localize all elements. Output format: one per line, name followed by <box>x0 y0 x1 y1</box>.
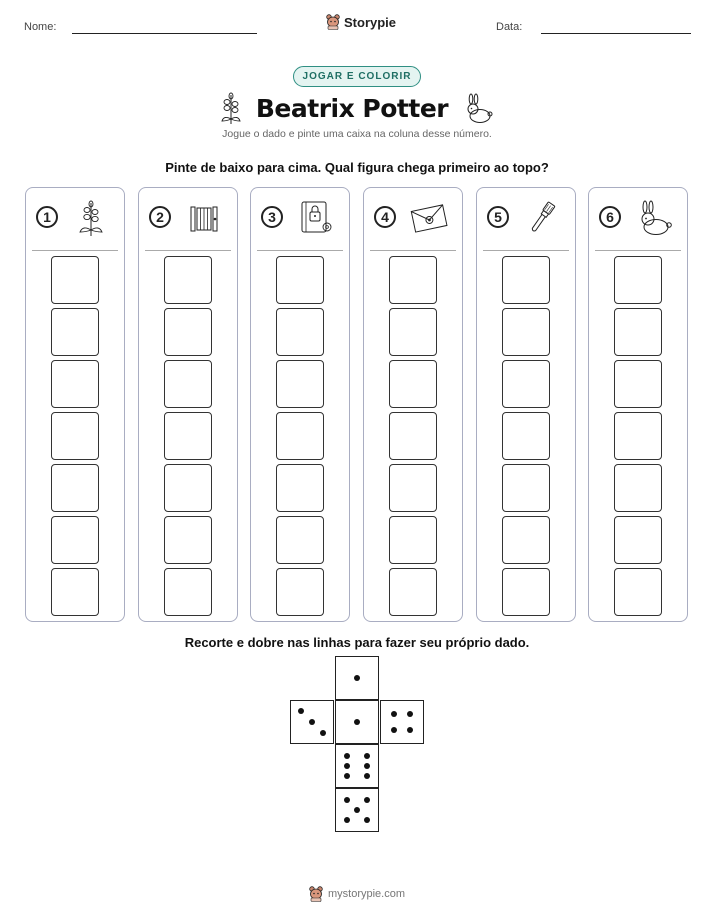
column-header <box>589 188 687 250</box>
color-box[interactable] <box>389 360 437 408</box>
die-face-3 <box>290 700 334 744</box>
footer-url[interactable]: mystorypie.com <box>327 888 406 900</box>
color-box[interactable] <box>614 308 662 356</box>
color-box[interactable] <box>276 516 324 564</box>
column-divider <box>257 250 343 251</box>
column-divider <box>145 250 231 251</box>
color-box[interactable] <box>164 412 212 460</box>
bear-logo-icon <box>309 886 323 902</box>
date-line <box>541 33 691 34</box>
color-box[interactable] <box>276 412 324 460</box>
color-box[interactable] <box>614 568 662 616</box>
footer <box>0 886 714 902</box>
color-box[interactable] <box>164 360 212 408</box>
column-header <box>477 188 575 250</box>
color-box[interactable] <box>502 568 550 616</box>
color-box[interactable] <box>276 360 324 408</box>
pip <box>364 753 370 759</box>
pip <box>391 711 397 717</box>
column-5 <box>476 187 576 622</box>
column-header <box>26 188 124 250</box>
column-header <box>139 188 237 250</box>
color-box[interactable] <box>51 516 99 564</box>
pip <box>309 719 315 725</box>
paintbrush-icon <box>523 199 561 237</box>
color-box[interactable] <box>389 464 437 512</box>
storybook-icon <box>297 199 335 237</box>
color-box[interactable] <box>51 464 99 512</box>
column-divider <box>595 250 681 251</box>
badge-wrap <box>0 66 714 87</box>
pip <box>364 763 370 769</box>
pip <box>344 753 350 759</box>
subtitle: Jogue o dado e pinte uma caixa na coluna desse número. <box>222 128 492 140</box>
column-divider <box>370 250 456 251</box>
color-box[interactable] <box>502 516 550 564</box>
color-box[interactable] <box>276 308 324 356</box>
column-header <box>251 188 349 250</box>
color-box[interactable] <box>502 464 550 512</box>
foxglove-flower-icon <box>220 91 242 125</box>
logo-text: Storypie <box>344 14 397 30</box>
color-box[interactable] <box>614 516 662 564</box>
color-box[interactable] <box>276 464 324 512</box>
page-title: Beatrix Potter <box>255 93 449 123</box>
logo <box>326 14 396 30</box>
color-box[interactable] <box>389 568 437 616</box>
column-number: 6 <box>599 206 621 228</box>
color-box[interactable] <box>614 464 662 512</box>
color-box[interactable] <box>502 256 550 304</box>
pip <box>364 817 370 823</box>
pip <box>364 773 370 779</box>
pip <box>344 797 350 803</box>
pip <box>364 797 370 803</box>
instruction-text: Pinte de baixo para cima. Qual figura chega primeiro ao topo? <box>165 160 549 175</box>
column-divider <box>32 250 118 251</box>
column-2 <box>138 187 238 622</box>
pip <box>320 730 326 736</box>
column-1 <box>25 187 125 622</box>
pip <box>344 763 350 769</box>
date-label: Data: <box>496 21 523 33</box>
color-box[interactable] <box>51 308 99 356</box>
color-box[interactable] <box>51 568 99 616</box>
color-box[interactable] <box>164 464 212 512</box>
color-box[interactable] <box>502 412 550 460</box>
color-box[interactable] <box>51 412 99 460</box>
column-number: 5 <box>487 206 509 228</box>
die-face-6 <box>335 744 379 788</box>
bear-logo-icon <box>326 14 340 30</box>
column-4 <box>363 187 463 622</box>
pip <box>298 708 304 714</box>
foxglove-flower-icon <box>72 199 110 237</box>
column-header <box>364 188 462 250</box>
color-box[interactable] <box>502 360 550 408</box>
pip <box>354 807 360 813</box>
rabbit-icon <box>462 92 494 124</box>
name-line <box>72 33 257 34</box>
die-face-4 <box>380 700 424 744</box>
die-instruction: Recorte e dobre nas linhas para fazer seu próprio dado. <box>184 635 530 650</box>
color-box[interactable] <box>502 308 550 356</box>
color-box[interactable] <box>389 412 437 460</box>
color-box[interactable] <box>164 308 212 356</box>
pip <box>407 711 413 717</box>
activity-badge: JOGAR E COLORIR <box>293 66 422 87</box>
column-number: 2 <box>149 206 171 228</box>
garden-gate-icon <box>185 199 223 237</box>
die-face-5 <box>335 788 379 832</box>
pip <box>354 719 360 725</box>
column-number: 3 <box>261 206 283 228</box>
column-6 <box>588 187 688 622</box>
column-number: 4 <box>374 206 396 228</box>
rabbit-icon <box>635 199 673 237</box>
color-box[interactable] <box>614 412 662 460</box>
pip <box>391 727 397 733</box>
pip <box>344 817 350 823</box>
color-box[interactable] <box>164 256 212 304</box>
die-face-1 <box>335 656 379 700</box>
color-box[interactable] <box>389 256 437 304</box>
color-box[interactable] <box>389 308 437 356</box>
color-box[interactable] <box>614 256 662 304</box>
pip <box>354 675 360 681</box>
color-box[interactable] <box>389 516 437 564</box>
color-box[interactable] <box>164 516 212 564</box>
die-net <box>290 656 426 836</box>
die-face-1 <box>335 700 379 744</box>
pip <box>344 773 350 779</box>
color-box[interactable] <box>51 256 99 304</box>
title-row <box>0 91 714 125</box>
pip <box>407 727 413 733</box>
column-number: 1 <box>36 206 58 228</box>
color-box[interactable] <box>614 360 662 408</box>
envelope-letter-icon <box>410 199 448 237</box>
column-divider <box>483 250 569 251</box>
color-box[interactable] <box>276 256 324 304</box>
column-3 <box>250 187 350 622</box>
color-box[interactable] <box>276 568 324 616</box>
name-label: Nome: <box>24 21 57 33</box>
color-box[interactable] <box>51 360 99 408</box>
color-box[interactable] <box>164 568 212 616</box>
